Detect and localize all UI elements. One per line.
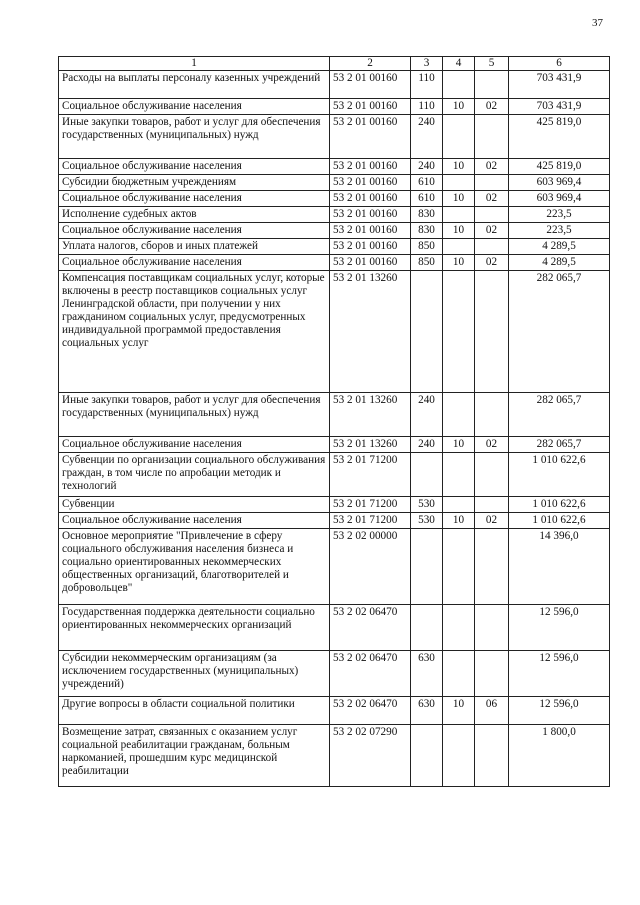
row-expense-type-cell: 240 [411, 437, 443, 453]
table-row [59, 115, 610, 159]
row-subsection-cell [475, 115, 509, 159]
row-expense-type-cell: 850 [411, 255, 443, 271]
row-code-cell: 53 2 02 06470 [330, 651, 411, 697]
row-code-cell: 53 2 01 00160 [330, 207, 411, 223]
table-row [59, 271, 610, 393]
row-name-cell: Социальное обслуживание населения [59, 223, 330, 239]
row-expense-type-cell: 850 [411, 239, 443, 255]
row-amount-cell: 703 431,9 [509, 71, 610, 99]
row-name-cell: Уплата налогов, сборов и иных платежей [59, 239, 330, 255]
row-amount-cell: 1 800,0 [509, 725, 610, 787]
row-section-cell [443, 725, 475, 787]
row-expense-type-cell: 530 [411, 513, 443, 529]
row-name-cell: Социальное обслуживание населения [59, 255, 330, 271]
header-cell: 3 [411, 57, 443, 71]
row-section-cell [443, 605, 475, 651]
row-expense-type-cell: 240 [411, 393, 443, 437]
row-name-cell: Социальное обслуживание населения [59, 99, 330, 115]
table-row [59, 159, 610, 175]
row-amount-cell: 425 819,0 [509, 115, 610, 159]
table-row [59, 513, 610, 529]
row-section-cell [443, 271, 475, 393]
row-amount-cell: 12 596,0 [509, 697, 610, 725]
row-code-cell: 53 2 02 06470 [330, 605, 411, 651]
row-subsection-cell [475, 725, 509, 787]
row-code-cell: 53 2 01 13260 [330, 271, 411, 393]
row-name-cell: Возмещение затрат, связанных с оказанием услуг социальной реабилитации гражданам, больным наркоманией, прошедшим курс медицинской реабилитации [59, 725, 330, 787]
row-code-cell: 53 2 02 06470 [330, 697, 411, 725]
table-row [59, 497, 610, 513]
row-subsection-cell [475, 651, 509, 697]
table-header [59, 57, 610, 71]
table-row [59, 99, 610, 115]
row-code-cell: 53 2 01 00160 [330, 159, 411, 175]
row-expense-type-cell [411, 271, 443, 393]
row-amount-cell: 4 289,5 [509, 255, 610, 271]
row-subsection-cell: 02 [475, 437, 509, 453]
row-code-cell: 53 2 01 00160 [330, 255, 411, 271]
header-cell: 2 [330, 57, 411, 71]
row-section-cell: 10 [443, 437, 475, 453]
row-code-cell: 53 2 01 00160 [330, 71, 411, 99]
row-amount-cell: 425 819,0 [509, 159, 610, 175]
row-code-cell: 53 2 01 71200 [330, 513, 411, 529]
row-subsection-cell [475, 207, 509, 223]
row-subsection-cell: 06 [475, 697, 509, 725]
table-row [59, 453, 610, 497]
row-section-cell: 10 [443, 191, 475, 207]
row-expense-type-cell: 110 [411, 71, 443, 99]
row-expense-type-cell [411, 529, 443, 605]
row-section-cell [443, 529, 475, 605]
row-subsection-cell [475, 271, 509, 393]
row-amount-cell: 223,5 [509, 207, 610, 223]
row-expense-type-cell: 610 [411, 175, 443, 191]
row-name-cell: Социальное обслуживание населения [59, 191, 330, 207]
row-amount-cell: 4 289,5 [509, 239, 610, 255]
table-row [59, 725, 610, 787]
table-row [59, 393, 610, 437]
row-subsection-cell [475, 239, 509, 255]
row-subsection-cell [475, 497, 509, 513]
row-section-cell [443, 71, 475, 99]
row-section-cell [443, 207, 475, 223]
row-section-cell [443, 175, 475, 191]
row-code-cell: 53 2 01 00160 [330, 191, 411, 207]
row-name-cell: Социальное обслуживание населения [59, 159, 330, 175]
row-amount-cell: 703 431,9 [509, 99, 610, 115]
row-expense-type-cell [411, 605, 443, 651]
header-row [59, 57, 610, 71]
row-section-cell: 10 [443, 255, 475, 271]
row-section-cell [443, 453, 475, 497]
table-row [59, 239, 610, 255]
row-expense-type-cell: 110 [411, 99, 443, 115]
row-subsection-cell: 02 [475, 513, 509, 529]
row-code-cell: 53 2 02 00000 [330, 529, 411, 605]
row-expense-type-cell [411, 453, 443, 497]
budget-table [58, 56, 610, 787]
row-subsection-cell: 02 [475, 223, 509, 239]
header-cell: 5 [475, 57, 509, 71]
table-row [59, 529, 610, 605]
row-amount-cell: 282 065,7 [509, 393, 610, 437]
row-name-cell: Иные закупки товаров, работ и услуг для обеспечения государственных (муниципальных) нужд [59, 115, 330, 159]
row-code-cell: 53 2 01 00160 [330, 175, 411, 191]
row-subsection-cell: 02 [475, 99, 509, 115]
row-name-cell: Расходы на выплаты персоналу казенных учреждений [59, 71, 330, 99]
row-subsection-cell: 02 [475, 159, 509, 175]
row-name-cell: Субсидии некоммерческим организациям (за исключением государственных (муниципальных) учреждений) [59, 651, 330, 697]
row-amount-cell: 603 969,4 [509, 175, 610, 191]
row-code-cell: 53 2 01 13260 [330, 393, 411, 437]
row-section-cell [443, 497, 475, 513]
row-name-cell: Субвенции по организации социального обслуживания граждан, в том числе по апробации методик и технологий [59, 453, 330, 497]
row-section-cell: 10 [443, 697, 475, 725]
row-code-cell: 53 2 01 00160 [330, 99, 411, 115]
row-amount-cell: 12 596,0 [509, 651, 610, 697]
row-code-cell: 53 2 01 00160 [330, 223, 411, 239]
row-subsection-cell [475, 605, 509, 651]
row-name-cell: Социальное обслуживание населения [59, 437, 330, 453]
table-row [59, 255, 610, 271]
row-expense-type-cell: 610 [411, 191, 443, 207]
row-name-cell: Исполнение судебных актов [59, 207, 330, 223]
row-code-cell: 53 2 02 07290 [330, 725, 411, 787]
page-number: 37 [592, 17, 603, 29]
row-name-cell: Другие вопросы в области социальной политики [59, 697, 330, 725]
row-expense-type-cell: 630 [411, 697, 443, 725]
row-expense-type-cell: 240 [411, 115, 443, 159]
row-code-cell: 53 2 01 00160 [330, 115, 411, 159]
row-name-cell: Иные закупки товаров, работ и услуг для обеспечения государственных (муниципальных) нужд [59, 393, 330, 437]
row-section-cell: 10 [443, 99, 475, 115]
table-row [59, 697, 610, 725]
row-expense-type-cell: 630 [411, 651, 443, 697]
header-cell: 4 [443, 57, 475, 71]
row-code-cell: 53 2 01 00160 [330, 239, 411, 255]
row-amount-cell: 603 969,4 [509, 191, 610, 207]
row-code-cell: 53 2 01 71200 [330, 497, 411, 513]
header-cell: 6 [509, 57, 610, 71]
row-section-cell: 10 [443, 223, 475, 239]
row-section-cell: 10 [443, 159, 475, 175]
row-amount-cell: 12 596,0 [509, 605, 610, 651]
row-name-cell: Государственная поддержка деятельности социально ориентированных некоммерческих организаций [59, 605, 330, 651]
table-row [59, 191, 610, 207]
table-row [59, 437, 610, 453]
row-section-cell [443, 651, 475, 697]
row-expense-type-cell: 240 [411, 159, 443, 175]
table-row [59, 605, 610, 651]
row-amount-cell: 223,5 [509, 223, 610, 239]
row-subsection-cell [475, 453, 509, 497]
table-row [59, 71, 610, 99]
row-section-cell: 10 [443, 513, 475, 529]
row-expense-type-cell: 830 [411, 223, 443, 239]
row-amount-cell: 1 010 622,6 [509, 513, 610, 529]
table-row [59, 223, 610, 239]
row-subsection-cell [475, 71, 509, 99]
row-name-cell: Компенсация поставщикам социальных услуг, которые включены в реестр поставщиков социальных услуг Ленинградской области, при получении у них гражданином социальных услуг, предусмотренных индивидуальной программой предоставления социальных услуг [59, 271, 330, 393]
row-name-cell: Субсидии бюджетным учреждениям [59, 175, 330, 191]
row-name-cell: Основное мероприятие "Привлечение в сферу социального обслуживания населения бизнеса и социально ориентированных некоммерческих общественных организаций, благотворителей и добровольцев" [59, 529, 330, 605]
row-subsection-cell: 02 [475, 191, 509, 207]
row-name-cell: Субвенции [59, 497, 330, 513]
table-row [59, 175, 610, 191]
row-expense-type-cell [411, 725, 443, 787]
row-section-cell [443, 393, 475, 437]
row-expense-type-cell: 530 [411, 497, 443, 513]
row-amount-cell: 282 065,7 [509, 271, 610, 393]
row-section-cell [443, 115, 475, 159]
row-code-cell: 53 2 01 71200 [330, 453, 411, 497]
row-section-cell [443, 239, 475, 255]
row-amount-cell: 1 010 622,6 [509, 453, 610, 497]
row-amount-cell: 14 396,0 [509, 529, 610, 605]
row-amount-cell: 1 010 622,6 [509, 497, 610, 513]
row-subsection-cell [475, 529, 509, 605]
table-body [59, 71, 610, 787]
header-cell: 1 [59, 57, 330, 71]
row-code-cell: 53 2 01 13260 [330, 437, 411, 453]
row-expense-type-cell: 830 [411, 207, 443, 223]
row-subsection-cell: 02 [475, 255, 509, 271]
row-amount-cell: 282 065,7 [509, 437, 610, 453]
table-row [59, 651, 610, 697]
table-row [59, 207, 610, 223]
row-subsection-cell [475, 175, 509, 191]
row-subsection-cell [475, 393, 509, 437]
row-name-cell: Социальное обслуживание населения [59, 513, 330, 529]
